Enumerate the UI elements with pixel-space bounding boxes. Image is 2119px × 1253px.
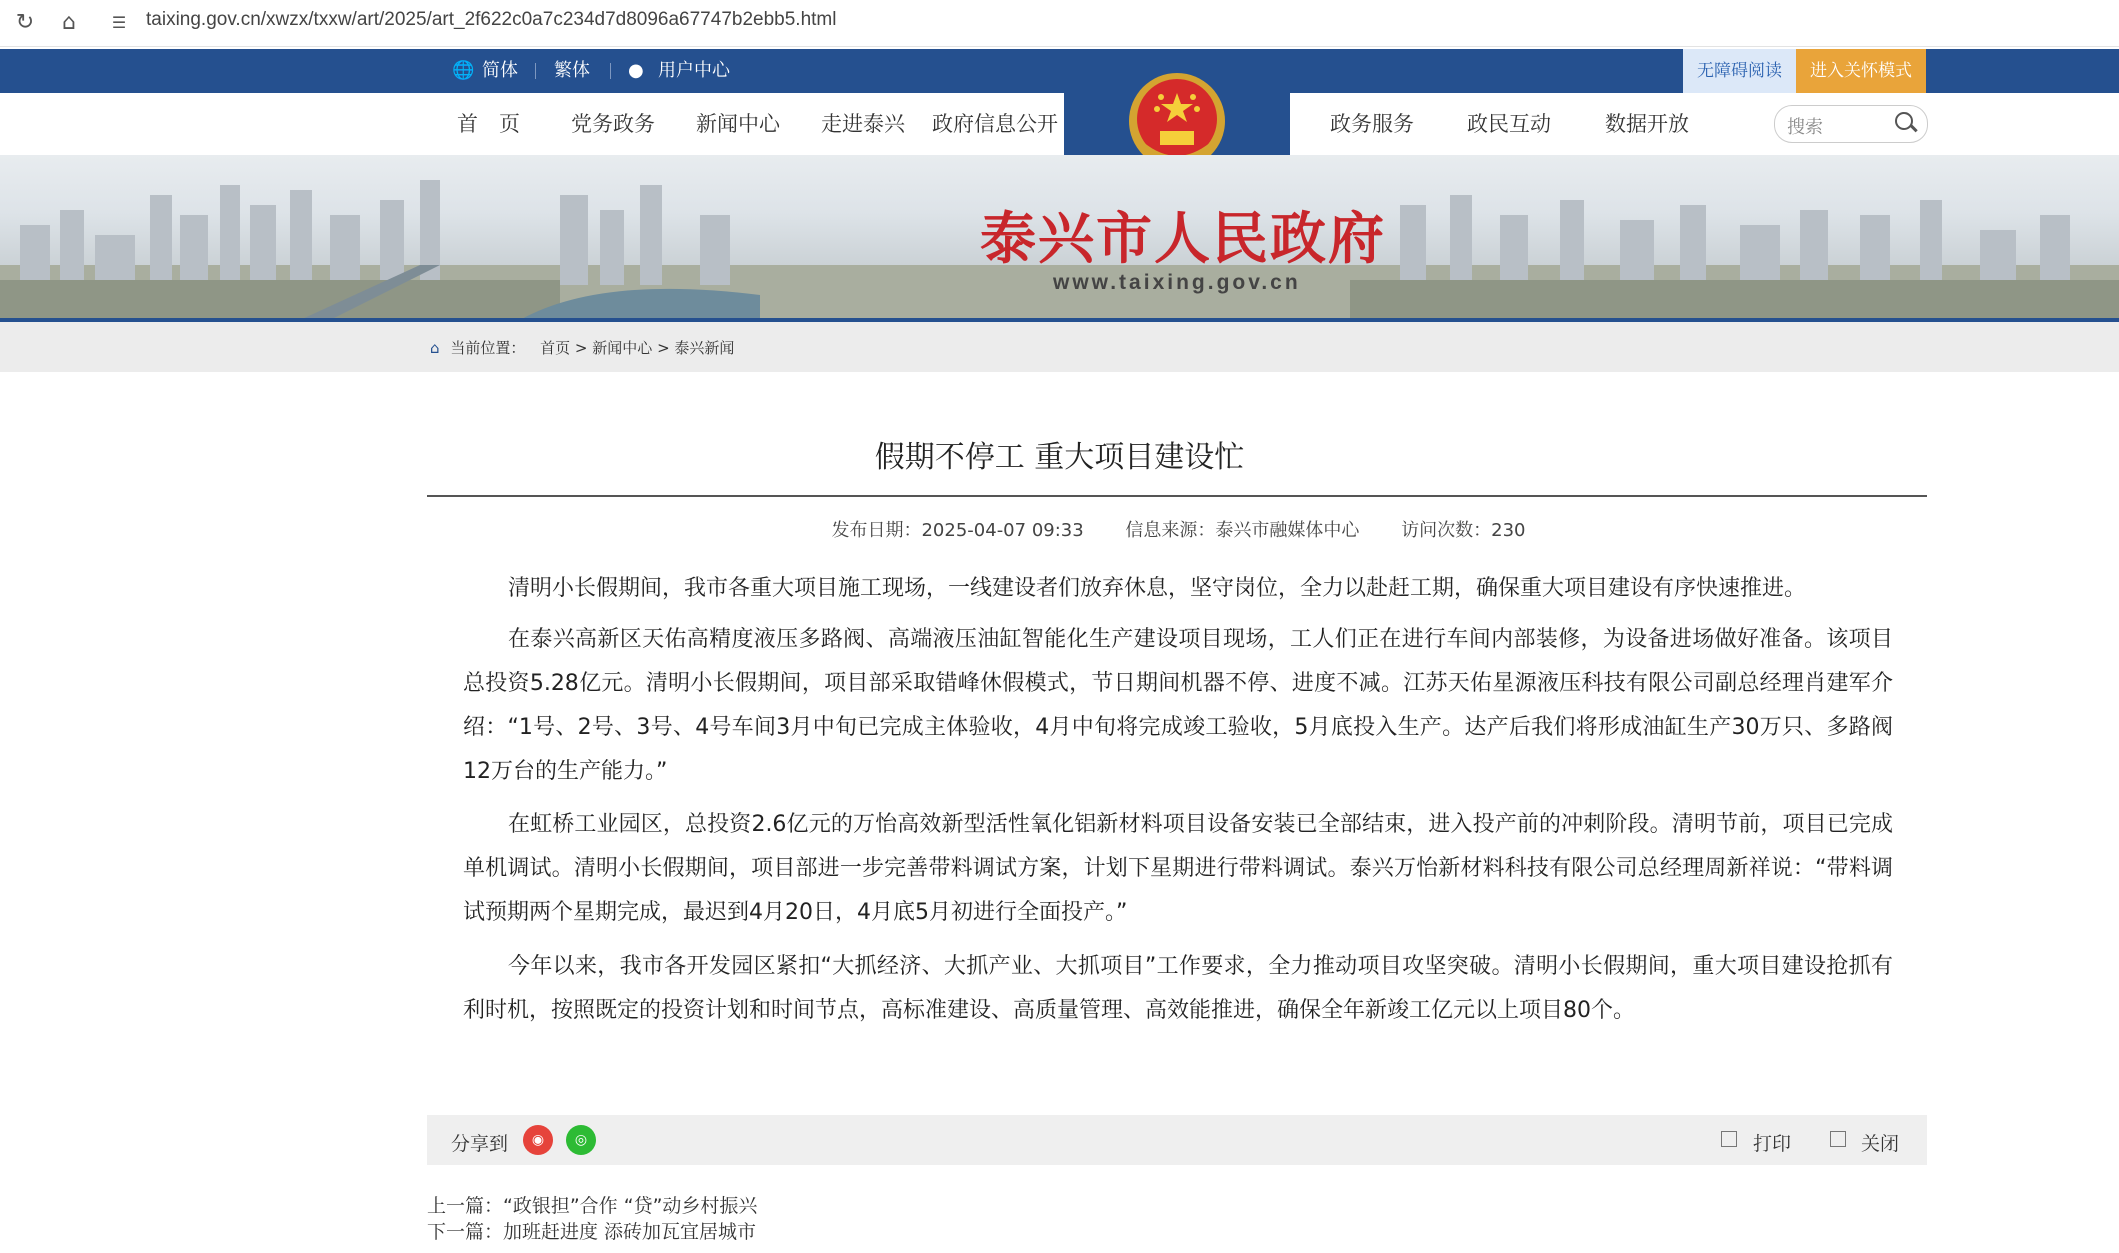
article-meta [0,516,2119,542]
info-source: 信息来源：泰兴市融媒体中心 [1125,520,1360,541]
home-icon: ⌂ [430,339,440,357]
traditional-link[interactable]: 繁体 [554,60,590,81]
print-icon[interactable] [1721,1131,1737,1147]
nav-party-affairs[interactable]: 党务政务 [571,112,655,136]
reload-icon[interactable]: ↻ [15,10,35,35]
breadcrumb [430,337,734,358]
share-bar [427,1115,1927,1165]
search-icon[interactable] [1895,112,1913,130]
article-paragraph: 在虹桥工业园区，总投资2.6亿元的万怡高效新型活性氧化铝新材料项目设备安装已全部结束，进入投产前的冲刺阶段。清明节前，项目已完成单机调试。清明小长假期间，项目部进一步完善带料调试方案，计划下星期进行带料调试。泰兴万怡新材料科技有限公司总经理周新祥说：“带料调试预期两个星期完成，最迟到4月20日，4月底5月初进行全面投产。” [463,812,1893,925]
article-paragraph: 清明小长假期间，我市各重大项目施工现场，一线建设者们放弃休息，坚守岗位，全力以赴赶工期，确保重大项目建设有序快速推进。 [508,576,1807,601]
breadcrumb-separator: > [574,339,588,357]
nav-gov-services[interactable]: 政务服务 [1330,112,1414,136]
wechat-icon[interactable]: ◎ [566,1125,596,1155]
user-center-link[interactable]: 用户中心 [658,60,730,81]
breadcrumb-label: 当前位置： [450,339,526,357]
share-label: 分享到 [451,1133,509,1155]
breadcrumb-separator: > [657,339,670,357]
site-name: 泰兴市人民政府 [980,206,1386,272]
close-icon[interactable] [1830,1131,1846,1147]
accessibility-button[interactable]: 无障碍阅读 [1683,49,1796,93]
breadcrumb-item-news-center[interactable]: 新闻中心 [592,339,653,357]
main-nav [0,93,2119,155]
care-mode-button[interactable]: 进入关怀模式 [1796,49,1926,93]
weibo-icon[interactable]: ◉ [523,1125,553,1155]
breadcrumb-bar [0,322,2119,372]
divider [610,63,611,79]
site-url: www.taixing.gov.cn [1053,271,1301,294]
nav-interaction[interactable]: 政民互动 [1467,112,1551,136]
nav-home[interactable]: 首 页 [457,112,520,136]
user-icon: ● [628,60,644,81]
publish-date: 发布日期：2025-04-07 09:33 [831,520,1084,541]
search-placeholder: 搜索 [1787,117,1823,138]
nav-gov-info[interactable]: 政府信息公开 [932,112,1058,136]
search-input[interactable] [1774,105,1928,143]
address-bar[interactable]: taixing.gov.cn/xwzx/txxw/art/2025/art_2f622c0a7c234d7d8096a67747b2ebb5.html [146,9,837,30]
banner [0,155,2119,320]
top-utility-bar [0,49,2119,93]
divider [535,63,536,79]
simplified-link[interactable]: 简体 [482,60,518,81]
nav-open-data[interactable]: 数据开放 [1605,112,1689,136]
close-button[interactable]: 关闭 [1861,1133,1900,1155]
prev-article-link[interactable]: 上一篇：“政银担”合作 “贷”动乡村振兴 [427,1195,758,1217]
next-article-link[interactable]: 下一篇：加班赶进度 添砖加瓦宜居城市 [427,1221,757,1243]
home-icon[interactable]: ⌂ [62,10,76,35]
breadcrumb-item-taixing-news[interactable]: 泰兴新闻 [674,339,735,357]
nav-news-center[interactable]: 新闻中心 [696,112,780,136]
globe-icon: 🌐 [452,60,475,81]
article-paragraph: 今年以来，我市各开发园区紧扣“大抓经济、大抓产业、大抓项目”工作要求，全力推动项目攻坚突破。清明小长假期间，重大项目建设抢抓有利时机，按照既定的投资计划和时间节点，高标准建设、高质量管理、高效能推进，确保全年新竣工亿元以上项目80个。 [463,954,1893,1023]
print-button[interactable]: 打印 [1753,1133,1792,1155]
site-info-icon[interactable]: ☰ [111,13,127,32]
visit-count: 访问次数：230 [1401,520,1526,541]
title-divider [427,495,1927,497]
article-paragraph: 在泰兴高新区天佑高精度液压多路阀、高端液压油缸智能化生产建设项目现场，工人们正在进行车间内部装修，为设备进场做好准备。该项目总投资5.28亿元。清明小长假期间，项目部采取错峰休假模式，节日期间机器不停、进度不减。江苏天佑星源液压科技有限公司副总经理肖建军介绍：“1号、2号、3号、4号车间3月中旬已完成主体验收，4月中旬将完成竣工验收，5月底投入生产。达产后我们将形成油缸生产30万只、多路阀12万台的生产能力。” [463,627,1893,784]
nav-about-taixing[interactable]: 走进泰兴 [821,112,905,136]
browser-toolbar [0,0,2119,47]
breadcrumb-item-home[interactable]: 首页 [540,339,571,357]
article-title: 假期不停工 重大项目建设忙 [874,440,1245,475]
